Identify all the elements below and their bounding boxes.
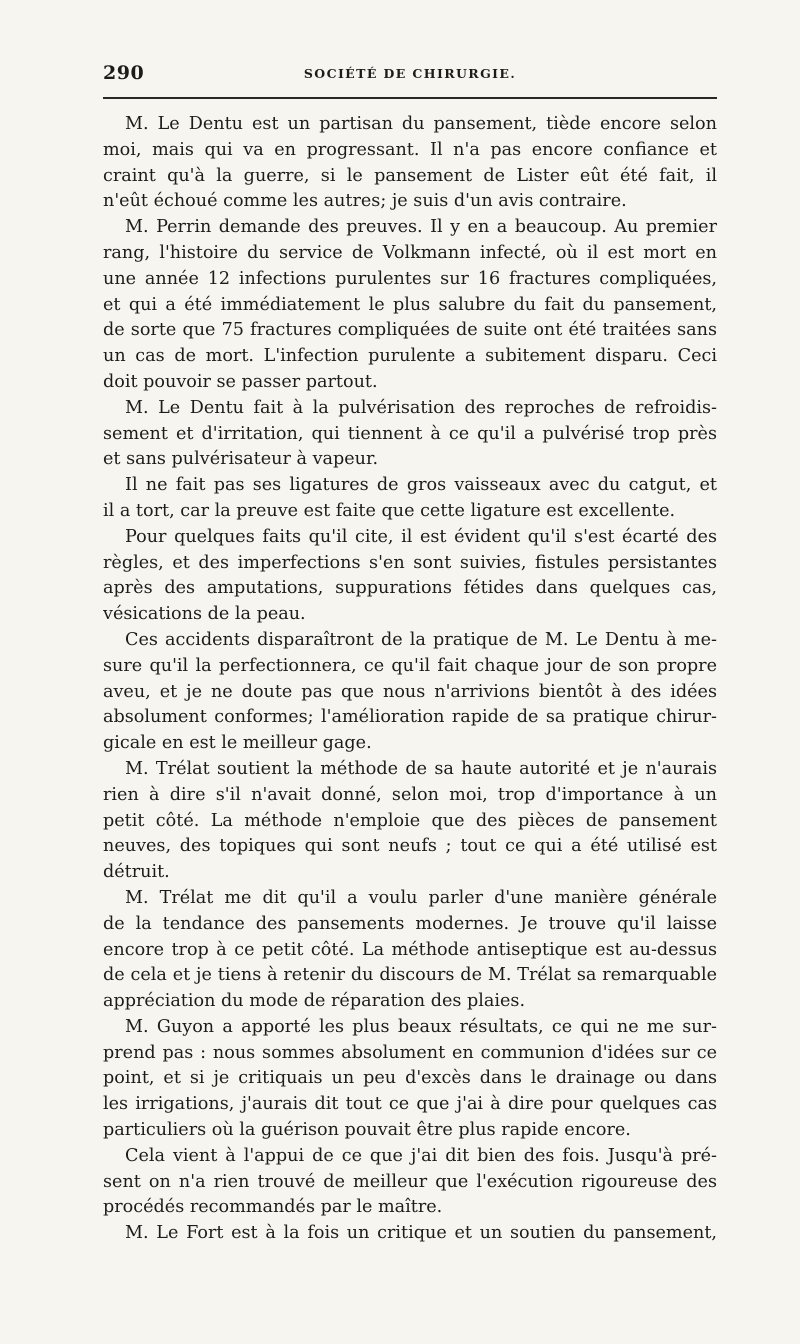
text-line: particuliers où la guérison pouvait être plus rapide encore. [103,1120,631,1141]
text-line: vésications de la peau. [103,604,306,625]
text-line: Il ne fait pas ses ligatures de gros vaisseaux avec du catgut, et [125,475,717,496]
text-line: point, et si je critiquais un peu d'excès dans le drainage ou dans [103,1068,717,1089]
text-line: les irrigations, j'aurais dit tout ce que j'ai à dire pour quelques cas [103,1094,717,1115]
text-line: neuves, des topiques qui sont neufs ; tout ce qui a été utilisé est [103,836,717,857]
text-line: règles, et des imperfections s'en sont suivies, fistules persistantes [103,552,717,573]
page-number: 290 [103,62,145,84]
running-head [103,62,717,86]
text-line: M. Le Fort est à la fois un critique et un soutien du pansement, [125,1223,717,1244]
text-line: moi, mais qui va en progressant. Il n'a pas encore confiance et [103,139,717,160]
text-line: appréciation du mode de réparation des plaies. [103,991,526,1012]
text-line: n'eût échoué comme les autres; je suis d'un avis contraire. [103,191,627,212]
text-line: détruit. [103,862,170,883]
text-line: et qui a été immédiatement le plus salubre du fait du pansement, [103,294,717,315]
text-line: doit pouvoir se passer partout. [103,371,378,392]
text-line: gicale en est le meilleur gage. [103,733,372,754]
text-line: une année 12 infections purulentes sur 16 fractures compliquées, [103,268,717,289]
text-line: il a tort, car la preuve est faite que cette ligature est excellente. [103,500,676,521]
text-line: Cela vient à l'appui de ce que j'ai dit bien des fois. Jusqu'à pré- [125,1145,717,1166]
text-line: après des amputations, suppurations fétides dans quelques cas, [103,578,717,599]
header-rule [103,97,717,99]
text-line: sure qu'il la perfectionnera, ce qu'il fait chaque jour de son propre [103,655,717,676]
text-line: encore trop à ce petit côté. La méthode antiseptique est au-dessus [103,939,717,960]
text-line: Pour quelques faits qu'il cite, il est évident qu'il s'est écarté des [125,526,717,547]
text-line: Ces accidents disparaîtront de la pratique de M. Le Dentu à me- [125,629,717,650]
text-line: absolument conformes; l'amélioration rapide de sa pratique chirur- [103,707,717,728]
text-line: M. Le Dentu est un partisan du pansement, tiède encore selon [125,114,717,134]
text-line: procédés recommandés par le maître. [103,1197,443,1218]
text-line: M. Trélat soutient la méthode de sa haute autorité et je n'aurais [125,758,717,779]
text-line: aveu, et je ne doute pas que nous n'arrivions bientôt à des idées [103,681,717,702]
text-line: sement et d'irritation, qui tiennent à ce qu'il a pulvérisé trop près [103,423,717,444]
text-line: de cela et je tiens à retenir du discours de M. Trélat sa remarquable [103,965,717,986]
text-line: sent on n'a rien trouvé de meilleur que l'exécution rigoureuse des [103,1171,717,1192]
text-line: craint qu'à la guerre, si le pansement de Lister eût été fait, il [103,165,717,186]
body-text [103,112,717,1247]
journal-title: SOCIÉTÉ DE CHIRURGIE. [303,66,517,81]
text-line: prend pas : nous sommes absolument en communion d'idées sur ce [103,1042,717,1063]
text-line: M. Trélat me dit qu'il a voulu parler d'une manière générale [125,887,717,908]
text-line: M. Le Dentu fait à la pulvérisation des reproches de refroidis- [125,397,717,418]
text-line: et sans pulvérisateur à vapeur. [103,449,379,470]
text-line: M. Perrin demande des preuves. Il y en a beaucoup. Au premier [125,217,717,238]
text-line: rang, l'histoire du service de Volkmann infecté, où il est mort en [103,242,717,263]
text-line: un cas de mort. L'infection purulente a subitement disparu. Ceci [103,346,717,367]
text-line: petit côté. La méthode n'emploie que des pièces de pansement [103,810,717,831]
text-line: de sorte que 75 fractures compliquées de suite ont été traitées sans [103,320,717,341]
text-line: rien à dire s'il n'avait donné, selon moi, trop d'importance à un [103,784,717,805]
text-line: de la tendance des pansements modernes. Je trouve qu'il laisse [103,913,717,934]
text-line: M. Guyon a apporté les plus beaux résultats, ce qui ne me sur- [125,1016,717,1037]
